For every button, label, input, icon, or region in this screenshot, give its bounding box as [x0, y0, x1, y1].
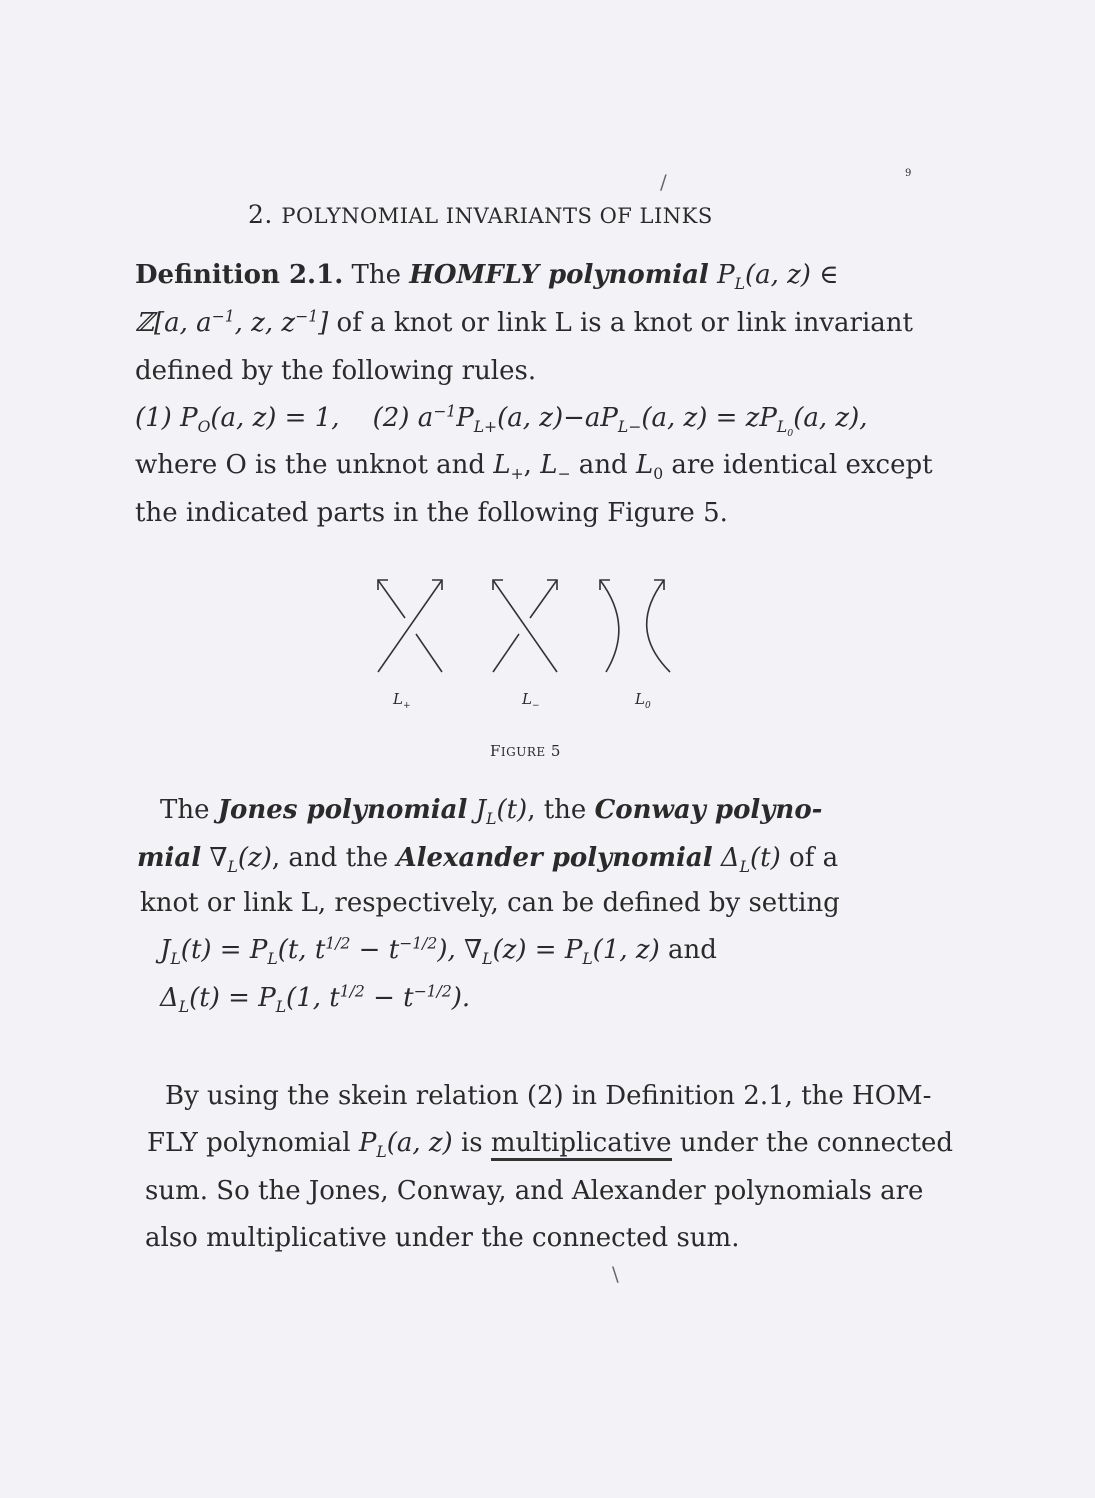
multiplicative-underlined: multiplicative	[491, 1128, 672, 1161]
definition-line-5: where O is the unknot and $L_+$, $L_-$ and $L_0$ are identical except	[135, 450, 933, 484]
definition-text: The	[351, 260, 401, 290]
page-number: 9	[905, 168, 912, 179]
label-l-minus: $L_-$	[522, 690, 540, 711]
definition-label: Definition 2.1.	[135, 260, 344, 290]
homfly-term: HOMFLY polynomial	[409, 260, 709, 290]
skein-rules	[135, 402, 925, 440]
section-number: 2.	[248, 200, 273, 229]
paragraph2-line-1: By using the skein relation (2) in Definition 2.1, the HOM-	[165, 1081, 932, 1111]
rule-2: (2) $a^{-1}P_{L+}(a$, $z)-aP_{L-}(a$, $z) = zP_{L_0}(a$, z),	[372, 402, 868, 440]
definition-text-2: of a knot or link L is a knot or link invariant	[336, 308, 913, 338]
crossing-l-zero	[592, 572, 682, 677]
label-l-zero: $L_0$	[635, 690, 651, 711]
definition-line-1	[135, 260, 925, 294]
definition-line-2	[135, 307, 925, 338]
label-l-plus: $L_+$	[393, 690, 411, 711]
crossing-l-plus	[372, 572, 452, 677]
paragraph2-line-3: sum. So the Jones, Conway, and Alexander polynomials are	[145, 1176, 924, 1206]
pen-mark-top: /	[660, 170, 667, 194]
formula-jones-conway: $J_L(t) = P_L(t$, $t^{1/2} - t^{-1/2}$), $\nabla_L(z) = P_L(1$, z) and	[160, 934, 717, 969]
figure-caption: FIGURE 5	[490, 742, 561, 760]
pen-mark-bottom: \	[612, 1262, 619, 1286]
section-heading	[248, 200, 713, 229]
crossing-l-minus	[487, 572, 567, 677]
paragraph2-line-4: also multiplicative under the connected sum.	[145, 1223, 740, 1253]
definition-line-3: defined by the following rules.	[135, 356, 537, 386]
rule-1: (1) $P_O(a$, z) = 1,	[135, 403, 340, 437]
paragraph1-line-1: The Jones polynomial $J_L(t)$, the Conway polyno-	[160, 795, 823, 829]
definition-line-6: the indicated parts in the following Figure 5.	[135, 498, 728, 528]
paragraph1-line-3: knot or link L, respectively, can be defined by setting	[140, 888, 840, 918]
paragraph1-line-2: mial $\nabla_L(z)$, and the Alexander polynomial $\Delta_L(t)$ of a	[137, 843, 839, 877]
homfly-signature: $P_L(a$, z) ∈	[717, 260, 839, 294]
section-title: POLYNOMIAL INVARIANTS OF LINKS	[281, 204, 713, 228]
formula-alexander: $\Delta_L(t) = P_L(1$, $t^{1/2} - t^{-1/2}$).	[160, 982, 471, 1017]
paragraph2-line-2: FLY polynomial $P_L(a$, z) is multiplicative under the connected	[147, 1128, 954, 1162]
laurent-ring: ℤ[a, $a^{-1}$, z, $z^{-1}$]	[135, 307, 329, 338]
